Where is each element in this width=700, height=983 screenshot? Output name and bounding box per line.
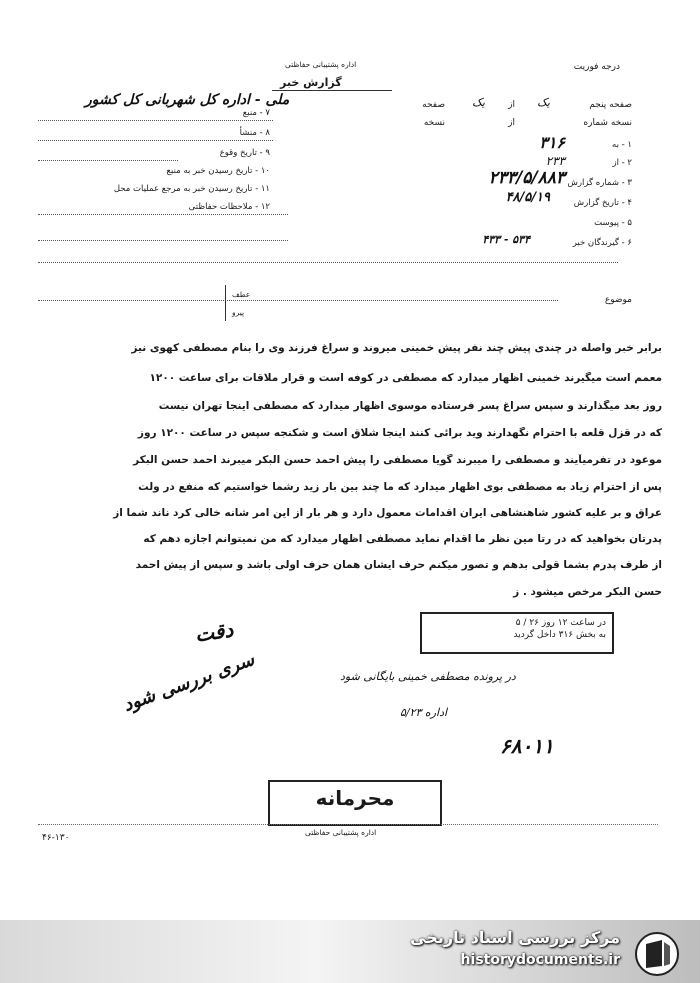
classification-stamp (268, 780, 442, 826)
dotted-line (38, 160, 178, 161)
body-line-4: که در قزل قلعه با احترام نگهدارند وید برائی کنند اینجا شلاق است و شکنجه سپس در ساعت ۱۲۰۰ روز (137, 427, 662, 439)
form-code: ۴۶-۱۳۰ (42, 833, 70, 843)
dotted-line (38, 262, 618, 263)
body-line-3: روز بعد میگذارند و سپس سراغ پسر فرستاده موسوی اظهار میدارد که مصطفی اینجا تهران نیست (158, 400, 662, 412)
copy-word: نسخه (423, 118, 445, 128)
title-divider (272, 90, 392, 91)
field-source-value: ملی - اداره کل شهربانی کل کشور (85, 92, 290, 108)
field-report-date-label: ۴ - تاریخ گزارش (573, 198, 632, 208)
field-from-label: ۲ - از (612, 158, 632, 168)
subject-side-top: عطف (232, 290, 251, 299)
page-total: یک (472, 96, 485, 109)
footer-divider (38, 824, 658, 825)
dotted-line (38, 140, 273, 141)
copy-label: نسخه شماره (583, 118, 632, 128)
field-origin-label: ۸ - منشأ (239, 128, 270, 138)
body-line-2: معمم است میگیرند خمینی اظهار میدارد که مصطفی در کوفه است و قرار ملاقات برای ساعت ۱۲۰۰ (149, 372, 662, 384)
field-report-date-value: ۴۸/۵/۱۹ (505, 190, 550, 205)
body-line-1: برابر خبر واصله در چندی پیش چند نفر پیش خمینی میروند و سراغ فرزند وی را بنام مصطفی کهوی نیز (131, 342, 662, 354)
grade-label: درجه فوریت (573, 62, 620, 72)
body-line-6: پس از احترام زیاد به مصطفی بوی اظهار میدارد که ما چند بین بار زید رشما خواستیم که منفع در ولت (138, 481, 662, 493)
field-security-notes-label: ۱۲ - ملاحظات حفاظتی (188, 202, 270, 212)
report-title: گزارش خبر (280, 76, 342, 89)
field-report-no-label: ۳ - شماره گزارش (567, 178, 632, 188)
body-line-9: از طرف پدرم بشما قولی بدهم و تصور میکنم حرف ایشان همان حرف اولی باشد و سپس از پیش احمد (135, 559, 662, 571)
subject-label: موضوع (604, 295, 632, 305)
field-recipients-value: ۴۳۳ - ۵۳۴ (482, 233, 530, 246)
number-note: ۶۸۰۱۱ (500, 734, 554, 758)
field-to-value: ۳۱۶ (539, 133, 565, 152)
page-word: صفحه (422, 100, 445, 110)
dotted-line (38, 120, 273, 121)
page-of: از (508, 100, 515, 110)
stamp-line-2: به بخش ۳۱۶ داخل گردید (513, 630, 606, 640)
classification-sub: اداره پشتیبانی حفاظتی (305, 828, 377, 837)
dept-line: اداره پشتیبانی حفاظتی (285, 60, 357, 69)
signature-note: در پرونده مصطفی خمینی بایگانی شود (340, 670, 516, 683)
left-scribble-2: سری بررسی شود (120, 649, 258, 716)
office-note: اداره ۵/۲۳ (400, 706, 448, 719)
dotted-line (38, 240, 288, 241)
classification-label: محرمانه (315, 786, 395, 810)
page-value: یک (537, 96, 550, 109)
field-source-arrival-label: ۱۰ - تاریخ رسیدن خبر به منبع (166, 166, 270, 176)
watermark-url: historydocuments.ir (460, 952, 620, 968)
dotted-line (38, 300, 558, 301)
subject-side-bottom: پیرو (232, 308, 245, 317)
body-line-7: عراق و بر علیه کشور شاهنشاهی ایران اقدامات معمول دارد و هر بار از این امر شانه خالی کرد ناند شما از (113, 507, 662, 519)
field-recipients-label: ۶ - گیرندگان خبر (572, 238, 632, 248)
body-line-10: حسن البکر مرخص میشود . ز (513, 586, 662, 598)
copy-of: از (508, 118, 515, 128)
archive-logo-icon (632, 930, 682, 978)
stamp-line-1: در ساعت ۱۲ روز ۲۶ / ۵ (515, 618, 606, 628)
field-source-label: ۷ - منبع (242, 108, 270, 118)
body-line-5: موعود در تفرمیآیند و مصطفی را میبرند گویا مصطفی را پیش احمد حسن البکر میبرند احمد حسن البکر (133, 454, 662, 466)
dotted-line (38, 214, 288, 215)
left-scribble-1: دقت (193, 617, 235, 647)
field-from-value: ۲۳۳ (545, 154, 565, 168)
page-line-label: صفحه پنجم (589, 100, 632, 110)
subject-divider (225, 285, 226, 321)
field-to-label: ۱ - به (612, 140, 632, 150)
field-ops-arrival-label: ۱۱ - تاریخ رسیدن خبر به مرجع عملیات محل (113, 184, 270, 194)
field-report-no-value: ۲۳۳/۵/۸۸۳ (488, 168, 565, 188)
field-attachment-label: ۵ - پیوست (594, 218, 632, 228)
receipt-stamp (420, 612, 614, 654)
field-occur-date-label: ۹ - تاریخ وقوع (219, 148, 270, 158)
watermark-title: مرکز بررسی اسناد تاریخی (410, 928, 620, 947)
body-line-8: پدرتان بخواهید که در رتا مین نظر ما اقدام نماید مصطفی اظهار میدارد که من نمیتوانم اجازه دهم که (143, 533, 662, 545)
